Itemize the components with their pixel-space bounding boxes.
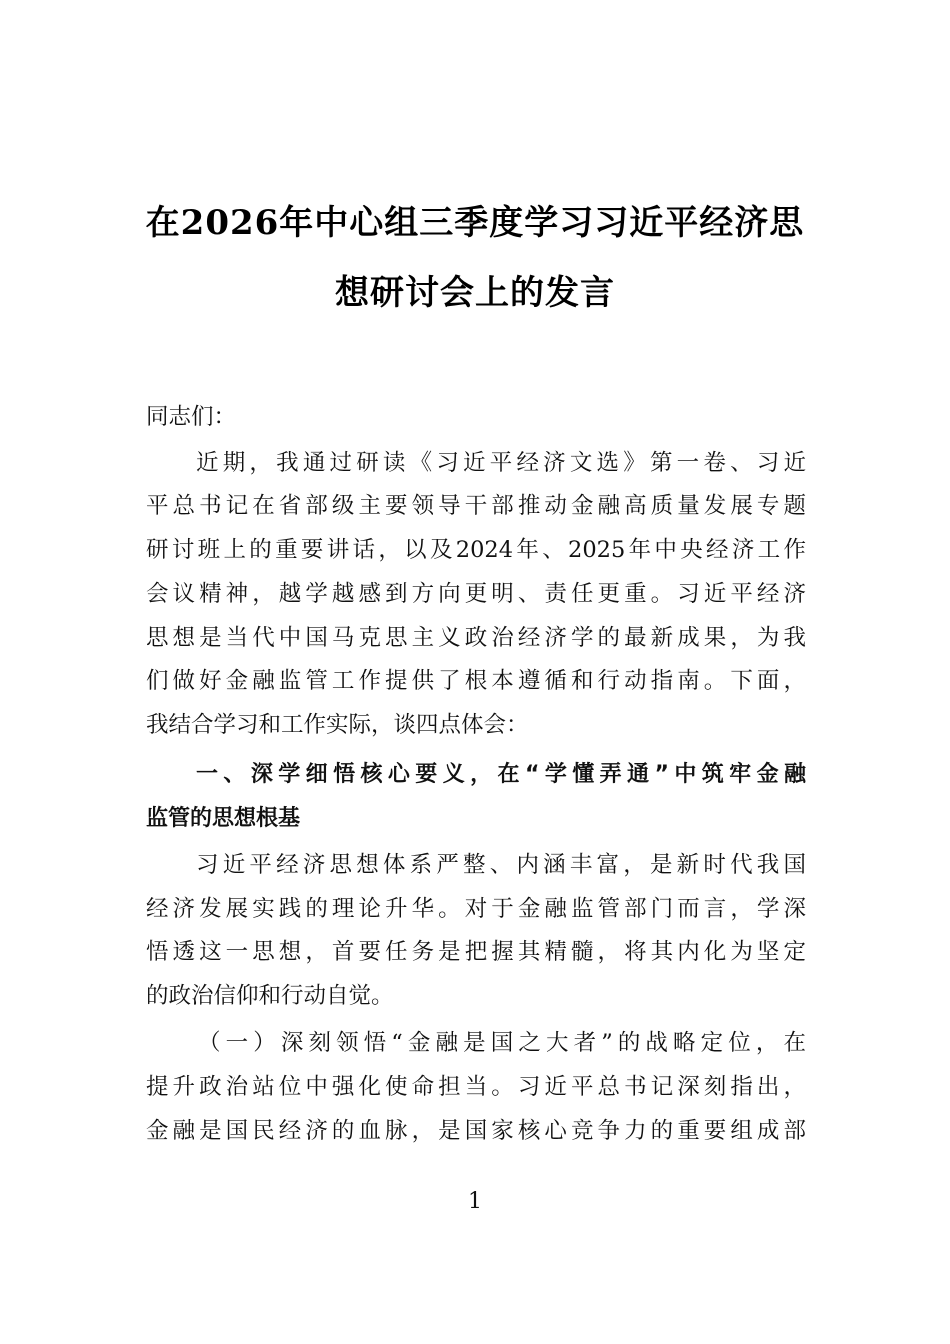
paragraph-line: 思想是当代中国马克思主义政治经济学的最新成果，为我 <box>146 625 806 651</box>
section-heading: 监管的思想根基 <box>146 806 301 831</box>
paragraph-line: 平总书记在省部级主要领导干部推动金融高质量发展专题 <box>146 493 806 519</box>
paragraph-line: 的政治信仰和行动自觉。 <box>146 983 394 1009</box>
paragraph-line: 近期，我通过研读《习近平经济文选》第一卷、习近 <box>196 450 806 476</box>
title-line: 在2026年中心组三季度学习习近平经济思 <box>145 203 805 243</box>
section-heading: 一、深学细悟核心要义，在“学懂弄通”中筑牢金融 <box>196 762 806 787</box>
paragraph-line: 悟透这一思想，首要任务是把握其精髓，将其内化为坚定 <box>146 939 806 965</box>
title-line: 想研讨会上的发言 <box>335 273 615 313</box>
paragraph-line: 习近平经济思想体系严整、内涵丰富，是新时代我国 <box>196 852 806 878</box>
paragraph-line: 研讨班上的重要讲话，以及2024年、2025年中央经济工作 <box>146 537 806 563</box>
salutation: 同志们： <box>146 404 237 430</box>
subsection-line: （一）深刻领悟“金融是国之大者”的战略定位，在 <box>198 1030 806 1056</box>
subsection-line: 提升政治站位中强化使命担当。习近平总书记深刻指出， <box>146 1074 806 1100</box>
paragraph-line: 会议精神，越学越感到方向更明、责任更重。习近平经济 <box>146 581 806 607</box>
paragraph-line: 们做好金融监管工作提供了根本遵循和行动指南。下面， <box>146 668 806 694</box>
document-title <box>120 188 830 328</box>
paragraph-line: 经济发展实践的理论升华。对于金融监管部门而言，学深 <box>146 896 806 922</box>
page-number: 1 <box>468 1189 482 1214</box>
subsection-line: 金融是国民经济的血脉，是国家核心竞争力的重要组成部 <box>146 1118 806 1144</box>
paragraph-line: 我结合学习和工作实际，谈四点体会： <box>146 712 529 738</box>
